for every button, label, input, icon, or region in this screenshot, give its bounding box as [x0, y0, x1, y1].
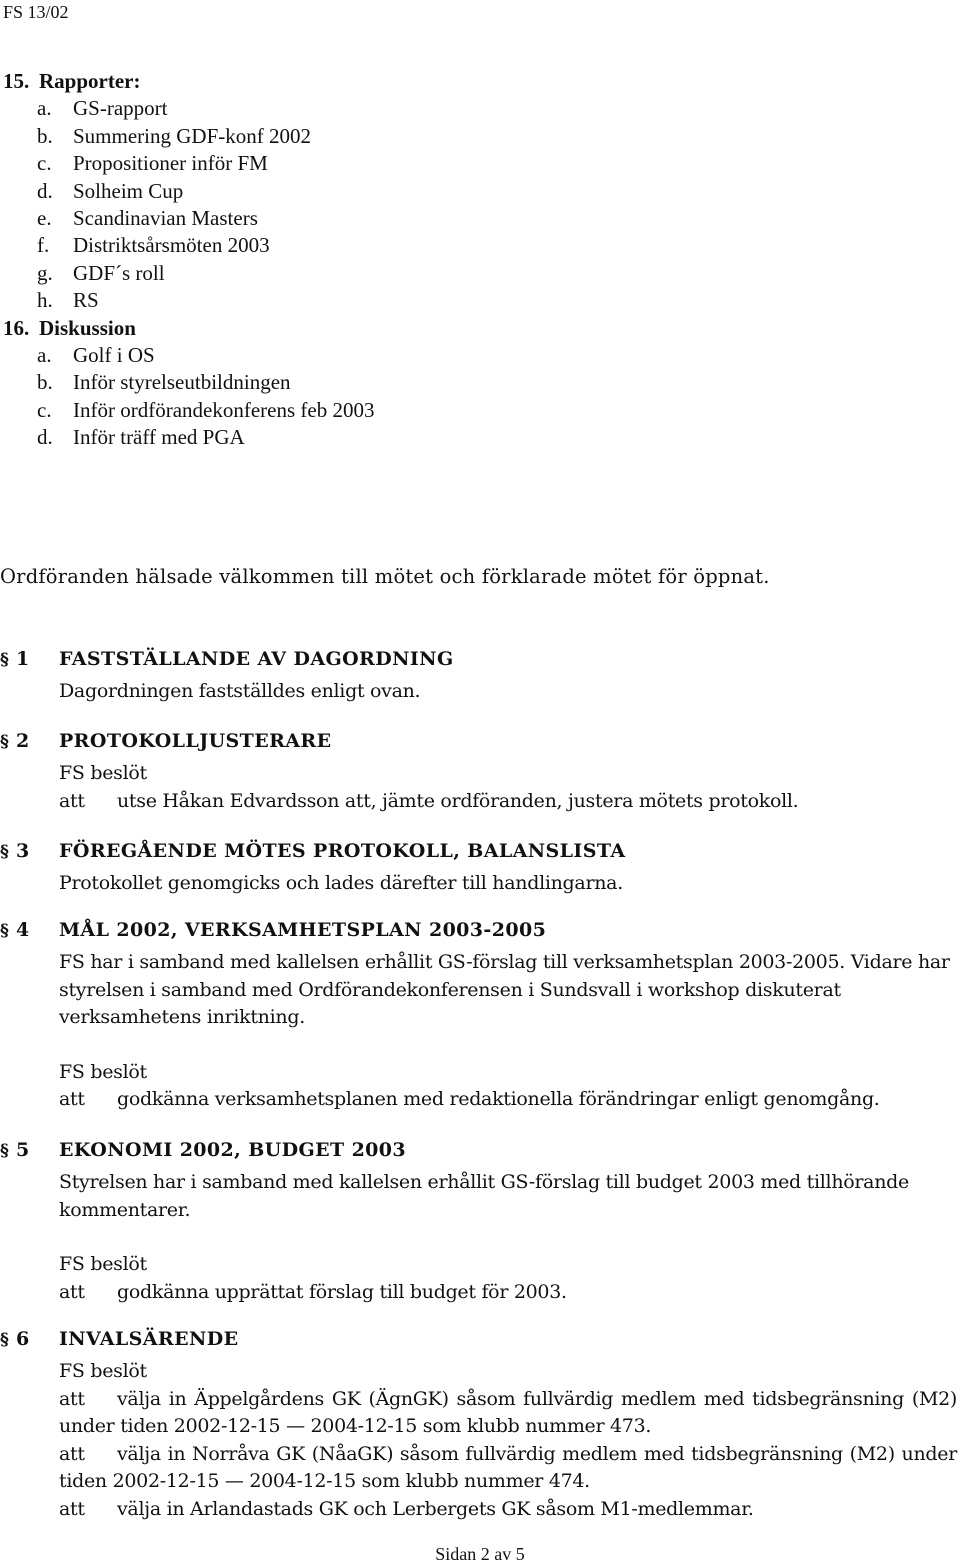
paragraph-sign-icon: § — [0, 650, 9, 670]
decision-text: välja in Norråva GK (NåaGK) såsom fullvärdig medlem med tidsbegränsning (M2) under tiden 2002-12-15 — 2004-12-15 som klubb nummer 474. — [59, 1442, 957, 1492]
section-title: FASTSTÄLLANDE AV DAGORDNING — [59, 648, 454, 670]
decision-row — [59, 1279, 958, 1307]
agenda-item-text: RS — [73, 288, 99, 313]
paragraph-sign-icon: § — [0, 732, 9, 752]
section-text: Styrelsen har i samband med kallelsen erhållit GS-förslag till budget 2003 med tillhörande kommentarer. — [59, 1171, 909, 1221]
decision-row — [59, 1496, 957, 1524]
section-number: 6 — [16, 1328, 29, 1350]
section-marker — [0, 1139, 59, 1161]
agenda-item-letter: f. — [37, 233, 50, 258]
section-3 — [0, 840, 958, 898]
agenda-item — [3, 260, 374, 287]
decision-label-text: FS beslöt — [59, 1253, 147, 1275]
agenda-item-letter: g. — [37, 260, 53, 285]
agenda-item — [3, 232, 374, 259]
section-heading — [0, 1328, 958, 1358]
section-text: Protokollet genomgicks och lades därefter till handlingarna. — [59, 872, 623, 894]
agenda-item-text: Solheim Cup — [73, 178, 184, 203]
agenda-item-letter: b. — [37, 123, 53, 148]
decision-text: godkänna verksamhetsplanen med redaktionella förändringar enligt genomgång. — [117, 1088, 880, 1110]
agenda-item-text: Golf i OS — [73, 343, 155, 368]
agenda-group-number: 15. — [3, 69, 30, 93]
section-heading — [0, 648, 958, 678]
decision-text: välja in Äppelgårdens GK (ÄgnGK) såsom fullvärdig medlem med tidsbegränsning (M2) under tiden 2002-12-15 — 2004-12-15 som klubb nummer 473. — [59, 1387, 957, 1437]
att-label: att — [59, 789, 85, 812]
section-number: 5 — [16, 1139, 29, 1161]
agenda-item-text: GDF´s roll — [73, 260, 165, 285]
agenda-item-text: Propositioner inför FM — [73, 151, 268, 176]
agenda-item-text: Scandinavian Masters — [73, 206, 258, 231]
meeting-opening-statement: Ordföranden hälsade välkommen till mötet och förklarade mötet för öppnat. — [0, 565, 770, 588]
agenda-item-letter: c. — [37, 151, 52, 176]
agenda-group-title — [3, 315, 374, 342]
paragraph-sign-icon: § — [0, 921, 9, 941]
decision-row — [59, 1086, 958, 1114]
agenda-item — [3, 424, 374, 451]
agenda-item-text: Inför styrelseutbildningen — [73, 370, 291, 395]
section-number: 4 — [16, 919, 29, 941]
section-title: PROTOKOLLJUSTERARE — [59, 730, 332, 752]
agenda-item — [3, 150, 374, 177]
decision-label — [59, 1059, 958, 1087]
decision-text: utse Håkan Edvardsson att, jämte ordföranden, justera mötets protokoll. — [117, 789, 799, 812]
section-marker — [0, 840, 59, 862]
decision-row — [59, 1441, 957, 1496]
decision-label-text: FS beslöt — [59, 1060, 147, 1083]
agenda-item-text: Distriktsårsmöten 2003 — [73, 233, 270, 258]
decision-row — [59, 788, 958, 816]
section-title: MÅL 2002, VERKSAMHETSPLAN 2003-2005 — [59, 919, 547, 941]
agenda-item — [3, 287, 374, 314]
decision-label — [59, 760, 958, 788]
agenda-item-text: Summering GDF-konf 2002 — [73, 123, 311, 148]
decision-text: godkänna upprättat förslag till budget för 2003. — [117, 1280, 567, 1303]
agenda-item-text: Inför ordförandekonferens feb 2003 — [73, 397, 375, 422]
section-title: INVALSÄRENDE — [59, 1328, 239, 1350]
agenda-group-label: Diskussion — [39, 315, 136, 340]
agenda-item-letter: a. — [37, 96, 52, 121]
section-marker — [0, 1328, 59, 1350]
agenda-item — [3, 342, 374, 369]
agenda-item — [3, 95, 374, 122]
decision-row — [59, 1386, 957, 1441]
section-marker — [0, 730, 59, 752]
section-heading — [0, 840, 958, 870]
section-number: 1 — [16, 648, 29, 670]
agenda-item — [3, 178, 374, 205]
agenda-item-letter: d. — [37, 178, 53, 203]
agenda-item-letter: c. — [37, 397, 52, 422]
decision-label-text: FS beslöt — [59, 762, 147, 784]
att-label: att — [59, 1387, 85, 1410]
decision-label — [59, 1251, 958, 1279]
section-5 — [0, 1139, 958, 1306]
agenda-group-label: Rapporter: — [39, 69, 141, 93]
document-id: FS 13/02 — [3, 2, 69, 22]
agenda-item — [3, 369, 374, 396]
decision-text: välja in Arlandastads GK och Lerbergets GK såsom M1-medlemmar. — [117, 1497, 754, 1520]
att-label: att — [59, 1442, 85, 1465]
section-number: 3 — [16, 840, 29, 862]
paragraph-sign-icon: § — [0, 1330, 9, 1350]
agenda-item-text: Inför träff med PGA — [73, 425, 245, 450]
agenda-item-letter: h. — [37, 288, 53, 313]
section-text: Dagordningen fastställdes enligt ovan. — [59, 680, 421, 702]
section-title: FÖREGÅENDE MÖTES PROTOKOLL, BALANSLISTA — [59, 840, 626, 862]
section-text: FS har i samband med kallelsen erhållit GS-förslag till verksamhetsplan 2003-2005. Vidare har styrelsen i samband med Ordförandekonferensen i Sundsvall i workshop diskuterat verksamhetens inriktning. — [59, 951, 950, 1028]
section-6 — [0, 1328, 958, 1523]
agenda-item — [3, 397, 374, 424]
section-title: EKONOMI 2002, BUDGET 2003 — [59, 1139, 407, 1161]
agenda-item-text: GS-rapport — [73, 96, 168, 121]
section-2 — [0, 730, 958, 815]
paragraph-sign-icon: § — [0, 1141, 9, 1161]
agenda-item-letter: b. — [37, 370, 53, 395]
decision-label-text: FS beslöt — [59, 1360, 147, 1382]
att-label: att — [59, 1280, 85, 1303]
agenda-item-letter: e. — [37, 206, 52, 231]
paragraph-sign-icon: § — [0, 842, 9, 862]
agenda-item — [3, 205, 374, 232]
decision-label — [59, 1358, 958, 1386]
agenda-group-title — [3, 68, 374, 95]
section-heading — [0, 730, 958, 760]
att-label: att — [59, 1088, 85, 1110]
agenda-item — [3, 123, 374, 150]
section-1 — [0, 648, 958, 706]
section-marker — [0, 648, 59, 670]
section-marker — [0, 919, 59, 941]
section-heading — [0, 1139, 958, 1169]
section-heading — [0, 919, 958, 949]
agenda-item-letter: d. — [37, 425, 53, 450]
agenda-item-letter: a. — [37, 343, 52, 368]
page-number: Sidan 2 av 5 — [435, 1544, 525, 1564]
agenda-list — [3, 68, 374, 452]
att-label: att — [59, 1497, 85, 1520]
section-4 — [0, 919, 958, 1114]
section-number: 2 — [16, 730, 29, 752]
agenda-group-number: 16. — [3, 315, 30, 340]
